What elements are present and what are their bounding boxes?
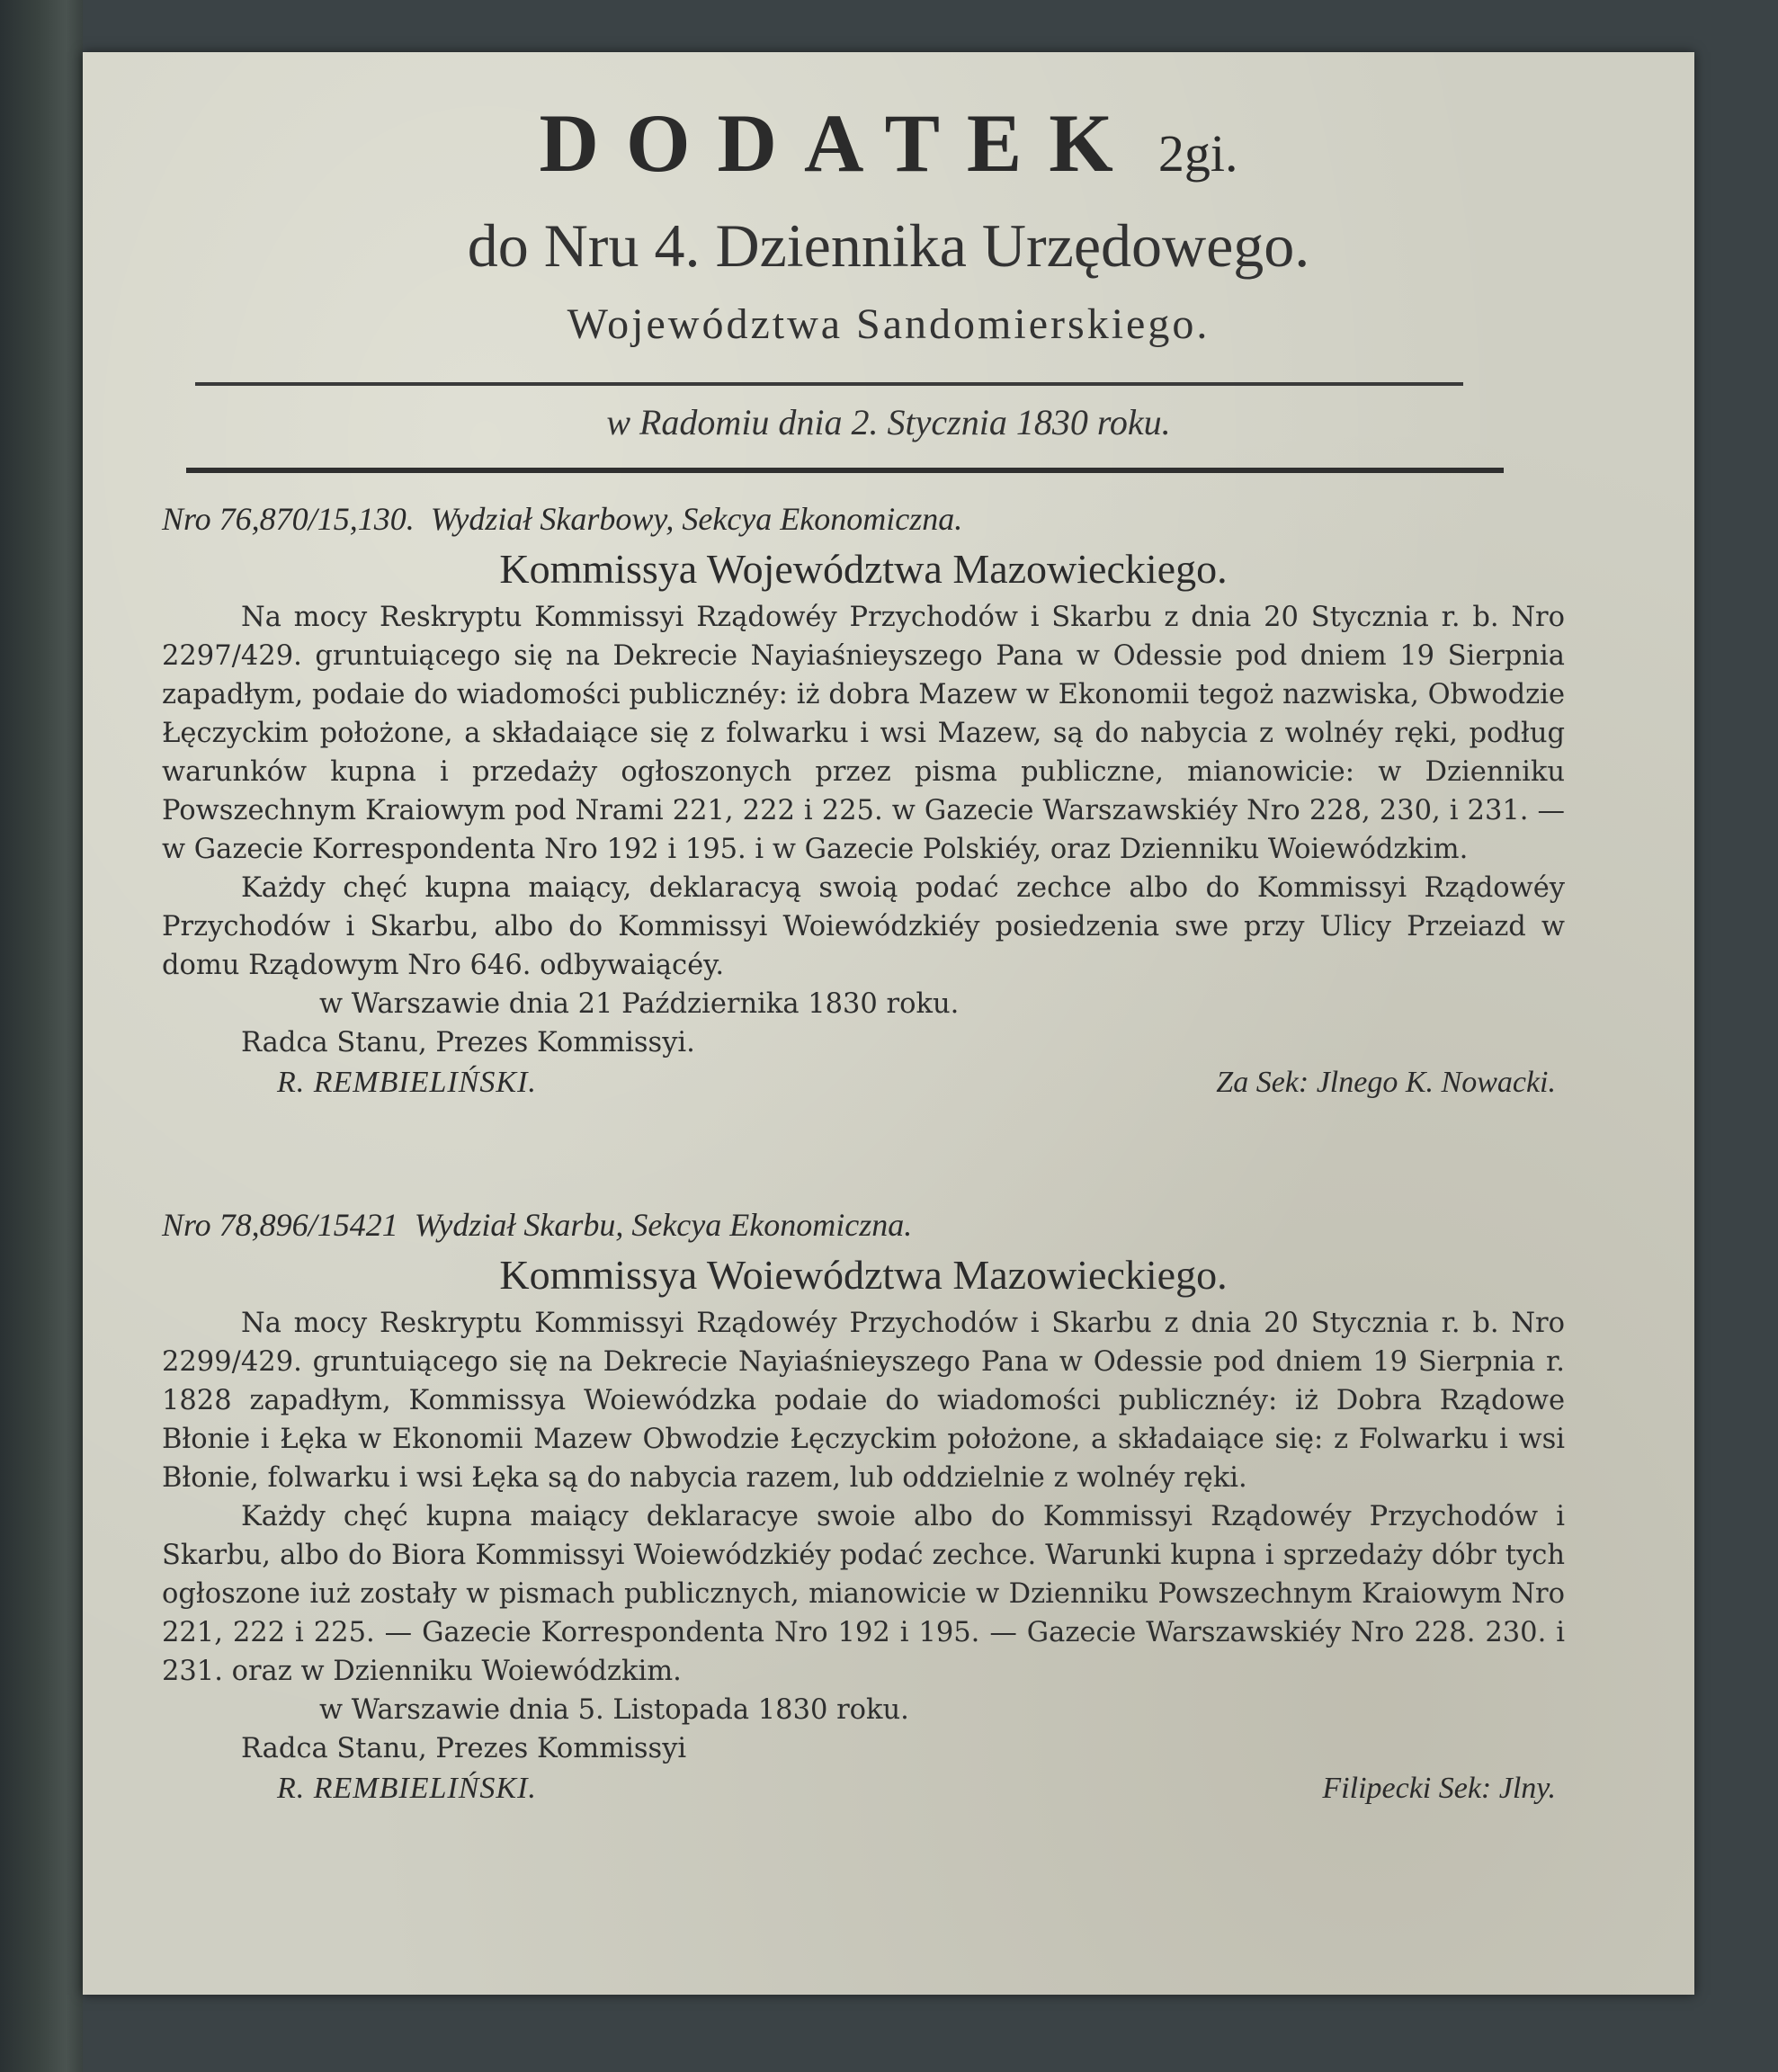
notice-paragraph: Każdy chęć kupna maiący deklaracye swoie albo do Kommissyi Rządowéy Przychodów i Skarbu, albo do Biora Kommissyi Woiewódzkiéy podać zechce. Warunki kupna i sprzedaży dóbr tych ogłoszone iuż zostały w pismach publicznych, mianowicie w Dzienniku Powszechnym Kraiowym Nro 221, 222 i 225. — Gazecie Korrespondenta Nro 192 i 195. — Gazecie Warszawskiéy Nro 228. 230. i 231. oraz w Dzienniku Woiewódzkim. [162,1501,1565,1687]
signature-row [162,1062,1565,1103]
binding-spine [0,0,83,2072]
signatory-title: Radca Stanu, Prezes Kommissyi. [241,1027,695,1058]
supplement-number: 2gi. [1157,124,1238,183]
header-divider-top [195,382,1463,386]
title-text: DODATEK [539,97,1140,189]
notice-department: Wydział Skarbowy, Sekcya Ekonomiczna. [430,501,963,537]
signature-row [162,1768,1565,1809]
notice-authority: Kommissya Województwa Mazowieckiego. [499,546,1228,592]
signatory-name: R. REMBIELIŃSKI. [277,1066,537,1099]
notice-number: Nro 78,896/15421 [162,1207,398,1243]
secretary-signature: Za Sek: Jlnego K. Nowacki. [1216,1066,1556,1099]
notice-authority: Kommissya Woiewództwa Mazowieckiego. [499,1252,1228,1298]
notice-dateline: w Warszawie dnia 5. Listopada 1830 roku. [319,1694,909,1726]
issue-date: w Radomiu dnia 2. Stycznia 1830 roku. [606,402,1171,442]
signatory-name: R. REMBIELIŃSKI. [277,1772,537,1805]
notice-body [162,1304,1565,1691]
notice-1 [162,500,1565,1103]
subtitle: do Nru 4. Dziennika Urzędowego. [467,211,1310,280]
notice-reference [162,1206,1565,1244]
notice-paragraph: Na mocy Reskryptu Kommissyi Rządowéy Przychodów i Skarbu z dnia 20 Stycznia r. b. Nro 2297/429. gruntuiącego się na Dekrecie Nayiaśnieyszego Pana w Odessie pod dniem 19 Sierpnia zapadłym, podaie do wiadomości publicznéy: iż dobra Mazew w Ekonomii tegoż nazwiska, Obwodzie Łęczyckim położone, a składaiące się z folwarku i wsi Mazew, są do nabycia z wolnéy ręki, podług warunków kupna i przedaży ogłoszonych przez pisma publiczne, mianowicie: w Dzienniku Powszechnym Kraiowym pod Nrami 221, 222 i 225. w Gazecie Warszawskiéy Nro 228, 230, i 231. — w Gazecie Korrespondenta Nro 192 i 195. i w Gazecie Polskiéy, oraz Dzienniku Woiewódzkim. [162,602,1565,865]
header-divider-bottom [186,468,1504,473]
document-page [83,52,1694,1995]
notice-2 [162,1206,1565,1809]
page-title [83,95,1694,191]
notice-paragraph: Każdy chęć kupna maiący, deklaracyą swoią podać zechce albo do Kommissyi Rządowéy Przychodów i Skarbu, albo do Kommissyi Woiewódzkiéy posiedzenia swe przy Ulicy Przeiazd w domu Rządowym Nro 646. odbywaiącéy. [162,872,1565,981]
notice-number: Nro 76,870/15,130. [162,501,415,537]
notice-body [162,598,1565,985]
notice-reference [162,500,1565,538]
notice-dateline: w Warszawie dnia 21 Października 1830 roku. [319,988,960,1020]
signatory-title: Radca Stanu, Prezes Kommissyi [241,1733,687,1764]
secretary-signature: Filipecki Sek: Jlny. [1322,1772,1556,1805]
notice-paragraph: Na mocy Reskryptu Kommissyi Rządowéy Przychodów i Skarbu z dnia 20 Stycznia r. b. Nro 2299/429. gruntuiącego się na Dekrecie Nayiaśnieyszego Pana w Odessie pod dniem 19 Sierpnia r. 1828 zapadłym, Kommissya Woiewódzka podaie do wiadomości publicznéy: iż Dobra Rządowe Błonie i Łęka w Ekonomii Mazew Obwodzie Łęczyckim położone, a składaiące się: z Folwarku i wsi Błonie, folwarku i wsi Łęka są do nabycia razem, lub oddzielnie z wolnéy ręki. [162,1308,1565,1494]
region-line: Województwa Sandomierskiego. [567,300,1211,348]
notice-department: Wydział Skarbu, Sekcya Ekonomiczna. [414,1207,913,1243]
